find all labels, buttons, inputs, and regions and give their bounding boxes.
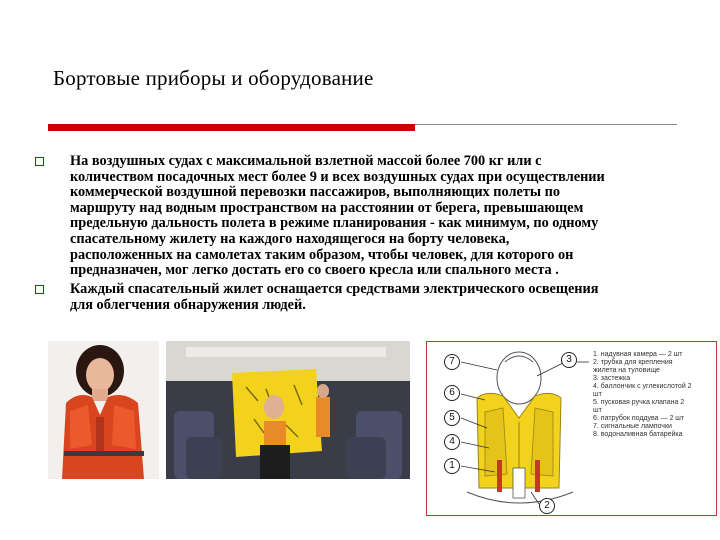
legend-line: шт: [593, 391, 602, 398]
paragraph-vest-lighting: [70, 282, 678, 313]
bullet-square-icon: [35, 285, 44, 294]
text-line: предназначен, мог легко достать его со своего кресла или спального места .: [70, 262, 559, 279]
legend-line: 3. застежка: [593, 375, 631, 382]
legend-line: жилета на туловище: [593, 367, 660, 374]
callout-3: 3: [561, 352, 577, 368]
life-vest-drawing: [427, 342, 717, 516]
callout-7: 7: [444, 354, 460, 370]
text-line: предельную дальность полета в режиме планирования - как минимум, по одному: [70, 215, 599, 232]
photo-flight-attendant-demo: [166, 341, 410, 479]
title-underline-red: [48, 124, 415, 131]
text-line: количеством посадочных мест более 9 и всех воздушных судах при осуществлении: [70, 168, 605, 185]
text-line: маршруту над водным пространством на расстоянии от берега, превышающем: [70, 199, 584, 216]
text-line: Каждый спасательный жилет оснащается средствами электрического освещения: [70, 281, 599, 297]
slide-title: Бортовые приборы и оборудование: [53, 66, 374, 90]
callout-2: 2: [539, 498, 555, 514]
cabin-demo-illustration: [166, 341, 410, 479]
text-line: коммерческой воздушной перевозки пассажиров, выполняющих полеты по: [70, 184, 560, 201]
life-vest-diagram: [426, 341, 717, 516]
title-underline-thin: [415, 124, 677, 125]
callout-4: 4: [444, 434, 460, 450]
legend-line: шт: [593, 407, 602, 414]
woman-life-vest-illustration: [48, 341, 159, 479]
text-line: для облегчения обнаружения людей.: [70, 296, 306, 313]
callout-5: 5: [444, 410, 460, 426]
legend-line: 1. надувная камера — 2 шт: [593, 351, 683, 358]
paragraph-life-vests: [70, 154, 678, 279]
photo-woman-life-vest: [48, 341, 159, 479]
callout-1: 1: [444, 458, 460, 474]
callout-6: 6: [444, 385, 460, 401]
legend-line: 4. баллончик с углекислотой 2: [593, 383, 692, 390]
legend-line: 5. пусковая ручка клапана 2: [593, 399, 685, 406]
bullet-square-icon: [35, 157, 44, 166]
text-line: расположенных на самолетах таким образом, чтобы человек, для которого он: [70, 246, 574, 263]
text-line: спасательному жилету на каждого находящегося на борту человека,: [70, 230, 510, 247]
legend-line: 7. сигнальные лампочки: [593, 423, 672, 430]
legend-line: 6. патрубок поддува — 2 шт: [593, 415, 685, 422]
text-line: На воздушных судах с максимальной взлетной массой более 700 кг или с: [70, 153, 542, 169]
legend-line: 8. водоналивная батарейка: [593, 431, 683, 438]
legend-line: 2. трубка для крепления: [593, 359, 673, 366]
